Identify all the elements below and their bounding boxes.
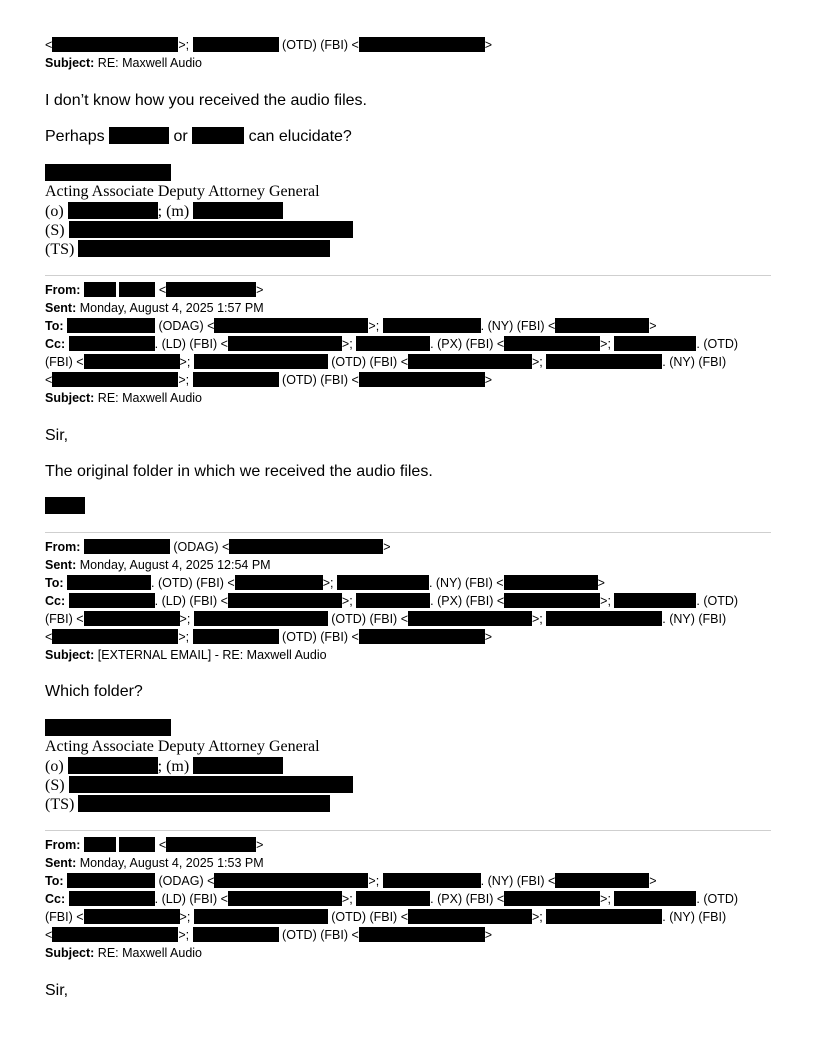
redaction-block <box>546 354 662 369</box>
divider <box>45 830 771 831</box>
redaction-block <box>229 539 383 554</box>
org-label: (OTD) (FBI) < <box>327 910 408 924</box>
redaction-block <box>359 37 485 52</box>
separator: >; <box>179 612 194 626</box>
separator: >; <box>368 874 383 888</box>
cc-line <box>45 890 738 908</box>
org-label: (FBI) < <box>45 355 84 369</box>
from-label: From: <box>45 838 81 852</box>
cc-line-2 <box>45 610 726 628</box>
redaction-block <box>383 318 481 333</box>
redaction-block <box>194 909 328 924</box>
redaction-block <box>194 611 328 626</box>
subject-value: RE: Maxwell Audio <box>94 56 202 70</box>
angle-close: > <box>484 373 493 387</box>
signature-title: Acting Associate Deputy Attorney General <box>45 183 320 200</box>
org-label: . (NY) (FBI) < <box>480 319 556 333</box>
org-label: . (LD) (FBI) < <box>154 594 228 608</box>
redaction-block <box>504 575 598 590</box>
redaction-block <box>193 202 283 219</box>
redacted-signature-name <box>45 497 85 514</box>
redaction-block <box>119 837 155 852</box>
redaction-block <box>383 873 481 888</box>
org-label: . (PX) (FBI) < <box>430 892 505 906</box>
sent-label: Sent: <box>45 856 77 870</box>
org-label: . (OTD) <box>696 594 739 608</box>
body-text-part: or <box>169 128 193 145</box>
mobile-label: ; (m) <box>157 203 194 220</box>
subject-label: Subject: <box>45 648 95 662</box>
org-label: (OTD) (FBI) < <box>278 38 359 52</box>
redaction-block <box>546 611 662 626</box>
separator: >; <box>600 594 615 608</box>
body-text: I don’t know how you received the audio files. <box>45 92 367 109</box>
sent-value: Monday, August 4, 2025 1:53 PM <box>76 856 264 870</box>
redaction-block <box>109 127 169 144</box>
redaction-block <box>614 593 696 608</box>
to-label: To: <box>45 874 64 888</box>
redaction-block <box>52 629 178 644</box>
cc-line-3 <box>45 926 492 944</box>
angle-close: > <box>383 540 391 554</box>
body-text <box>45 127 352 147</box>
redaction-block <box>235 575 323 590</box>
org-label: . (PX) (FBI) < <box>430 594 505 608</box>
subject-value: RE: Maxwell Audio <box>94 946 202 960</box>
from-line <box>45 538 391 556</box>
sent-value: Monday, August 4, 2025 1:57 PM <box>76 301 264 315</box>
separator: >; <box>532 612 547 626</box>
org-label: . (OTD) <box>696 892 739 906</box>
redaction-block <box>84 354 180 369</box>
separator: >; <box>178 373 193 387</box>
signature-s <box>45 776 353 796</box>
top-address-line <box>45 36 492 54</box>
body-text: Sir, <box>45 427 69 444</box>
redaction-block <box>546 909 662 924</box>
office-label: (o) <box>45 758 68 775</box>
redaction-block <box>193 372 279 387</box>
ts-label: (TS) <box>45 241 79 258</box>
redaction-block <box>555 318 649 333</box>
separator: >; <box>322 576 337 590</box>
org-label: . (NY) (FBI) <box>662 355 727 369</box>
body-text: The original folder in which we received the audio files. <box>45 463 433 480</box>
redaction-block <box>359 629 485 644</box>
redaction-block <box>68 757 158 774</box>
angle-close: > <box>484 38 493 52</box>
redacted-signature-name <box>45 719 171 736</box>
cc-label: Cc: <box>45 337 66 351</box>
org-label: . (NY) (FBI) < <box>428 576 504 590</box>
from-line <box>45 281 263 299</box>
redaction-block <box>84 837 116 852</box>
org-label: (FBI) < <box>45 612 84 626</box>
separator: >; <box>341 594 357 608</box>
subject-label: Subject: <box>45 946 95 960</box>
angle-open: < <box>45 928 53 942</box>
angle-close: > <box>484 630 493 644</box>
s-label: (S) <box>45 222 69 239</box>
redaction-block <box>67 575 151 590</box>
org-label: (FBI) < <box>45 910 84 924</box>
body-text: Which folder? <box>45 683 143 700</box>
subject-label: Subject: <box>45 56 95 70</box>
org-label: (ODAG) < <box>155 874 215 888</box>
separator: >; <box>179 355 194 369</box>
office-label: (o) <box>45 203 68 220</box>
redaction-block <box>504 593 600 608</box>
redacted-signature-name <box>45 164 171 181</box>
org-label: (OTD) (FBI) < <box>327 612 408 626</box>
angle-close: > <box>597 576 605 590</box>
cc-line-2 <box>45 908 726 926</box>
subject-line <box>45 944 202 962</box>
redaction-block <box>504 336 600 351</box>
redaction-block <box>67 873 155 888</box>
redaction-block <box>193 629 279 644</box>
sent-line <box>45 854 264 872</box>
angle-open: < <box>155 838 167 852</box>
sent-label: Sent: <box>45 301 77 315</box>
to-label: To: <box>45 576 64 590</box>
redaction-block <box>214 873 368 888</box>
redaction-block <box>359 372 485 387</box>
redaction-block <box>68 202 158 219</box>
redaction-block <box>555 873 649 888</box>
redaction-block <box>194 354 328 369</box>
redaction-block <box>192 127 244 144</box>
subject-value: RE: Maxwell Audio <box>94 391 202 405</box>
org-label: (OTD) (FBI) < <box>278 630 359 644</box>
redaction-block <box>69 593 155 608</box>
subject-line <box>45 389 202 407</box>
signature-phone <box>45 202 283 222</box>
redaction-block <box>84 539 170 554</box>
separator: >; <box>532 910 547 924</box>
from-label: From: <box>45 540 81 554</box>
cc-label: Cc: <box>45 594 66 608</box>
org-label: . (LD) (FBI) < <box>154 892 228 906</box>
redaction-block <box>614 336 696 351</box>
redaction-block <box>214 318 368 333</box>
signature-phone <box>45 757 283 777</box>
angle-open: < <box>155 283 167 297</box>
cc-line-2 <box>45 353 726 371</box>
redaction-block <box>228 891 342 906</box>
org-label: . (NY) (FBI) < <box>480 874 556 888</box>
angle-close: > <box>256 283 264 297</box>
separator: >; <box>179 910 194 924</box>
mobile-label: ; (m) <box>157 758 194 775</box>
separator: >; <box>178 38 193 52</box>
redaction-block <box>356 336 430 351</box>
org-label: . (OTD) <box>696 337 739 351</box>
redaction-block <box>78 240 330 257</box>
redaction-block <box>504 891 600 906</box>
redaction-block <box>356 891 430 906</box>
redaction-block <box>166 837 256 852</box>
redaction-block <box>119 282 155 297</box>
redaction-block <box>67 318 155 333</box>
subject-line <box>45 646 327 664</box>
sent-label: Sent: <box>45 558 77 572</box>
org-label: . (LD) (FBI) < <box>154 337 228 351</box>
subject-label: Subject: <box>45 391 95 405</box>
org-label: . (PX) (FBI) < <box>430 337 505 351</box>
redaction-block <box>52 927 178 942</box>
sent-line <box>45 299 264 317</box>
to-line <box>45 574 605 592</box>
redaction-block <box>614 891 696 906</box>
to-line <box>45 317 657 335</box>
cc-line <box>45 335 738 353</box>
redaction-block <box>166 282 256 297</box>
redaction-block <box>78 795 330 812</box>
s-label: (S) <box>45 777 69 794</box>
body-text-part: Perhaps <box>45 128 110 145</box>
body-text: Sir, <box>45 982 69 999</box>
org-label: . (NY) (FBI) <box>662 612 727 626</box>
from-line <box>45 836 263 854</box>
signature-ts <box>45 795 330 815</box>
from-label: From: <box>45 283 81 297</box>
redaction-block <box>84 909 180 924</box>
separator: >; <box>368 319 383 333</box>
angle-close: > <box>484 928 493 942</box>
org-label: . (NY) (FBI) <box>662 910 727 924</box>
separator: >; <box>600 337 615 351</box>
redaction-block <box>69 776 353 793</box>
separator: >; <box>600 892 615 906</box>
org-label: . (OTD) (FBI) < <box>151 576 235 590</box>
separator: >; <box>532 355 547 369</box>
redaction-block <box>408 354 532 369</box>
cc-line-3 <box>45 371 492 389</box>
angle-open: < <box>45 630 53 644</box>
redaction-block <box>193 37 279 52</box>
angle-close: > <box>649 319 657 333</box>
sent-line <box>45 556 271 574</box>
separator: >; <box>341 337 357 351</box>
angle-open: < <box>45 38 53 52</box>
to-label: To: <box>45 319 64 333</box>
subject-value: [EXTERNAL EMAIL] - RE: Maxwell Audio <box>94 648 327 662</box>
separator: >; <box>178 630 193 644</box>
divider <box>45 532 771 533</box>
org-label: (ODAG) < <box>169 540 230 554</box>
org-label: (OTD) (FBI) < <box>278 928 359 942</box>
redaction-block <box>193 757 283 774</box>
ts-label: (TS) <box>45 796 79 813</box>
separator: >; <box>341 892 357 906</box>
redaction-block <box>84 282 116 297</box>
angle-close: > <box>256 838 264 852</box>
redaction-block <box>408 611 532 626</box>
signature-ts <box>45 240 330 260</box>
angle-close: > <box>649 874 657 888</box>
cc-line-3 <box>45 628 492 646</box>
body-text-part: can elucidate? <box>244 128 352 145</box>
org-label: (OTD) (FBI) < <box>278 373 359 387</box>
redaction-block <box>52 37 178 52</box>
cc-label: Cc: <box>45 892 66 906</box>
redaction-block <box>228 336 342 351</box>
top-subject-line <box>45 54 202 72</box>
angle-open: < <box>45 373 53 387</box>
redaction-block <box>69 891 155 906</box>
separator: >; <box>178 928 193 942</box>
redaction-block <box>408 909 532 924</box>
redaction-block <box>228 593 342 608</box>
to-line <box>45 872 657 890</box>
signature-title: Acting Associate Deputy Attorney General <box>45 738 320 755</box>
redaction-block <box>359 927 485 942</box>
sent-value: Monday, August 4, 2025 12:54 PM <box>76 558 271 572</box>
divider <box>45 275 771 276</box>
signature-s <box>45 221 353 241</box>
org-label: (ODAG) < <box>155 319 215 333</box>
redaction-block <box>52 372 178 387</box>
org-label: (OTD) (FBI) < <box>327 355 408 369</box>
redaction-block <box>337 575 429 590</box>
redaction-block <box>84 611 180 626</box>
redaction-block <box>193 927 279 942</box>
redaction-block <box>69 221 353 238</box>
redaction-block <box>356 593 430 608</box>
redaction-block <box>69 336 155 351</box>
cc-line <box>45 592 738 610</box>
